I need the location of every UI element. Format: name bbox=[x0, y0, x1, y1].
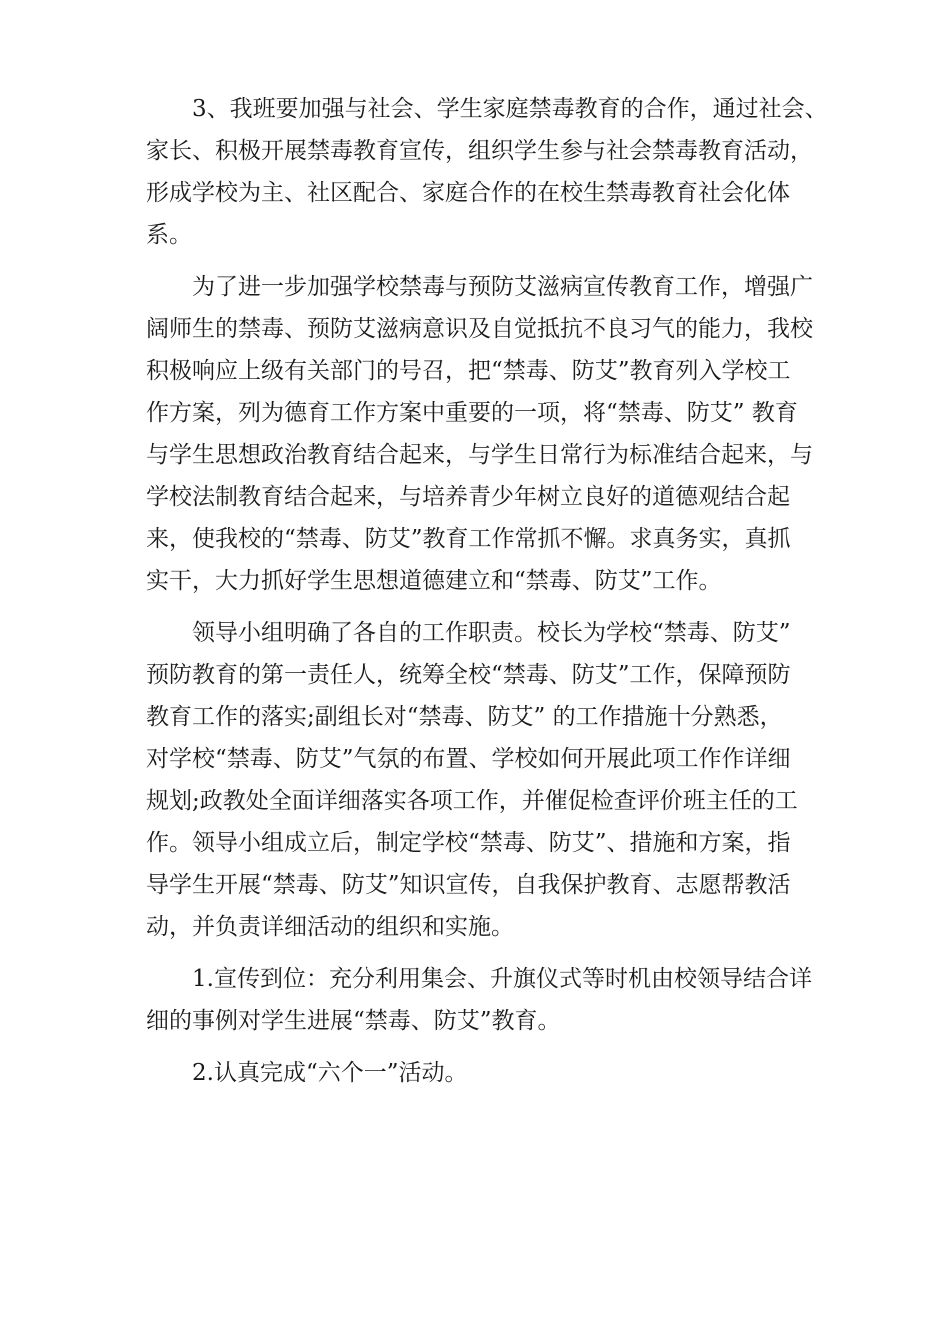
paragraph-school-education bbox=[146, 266, 813, 602]
text-line: 积极响应上级有关部门的号召，把“禁毒、防艾”教育列入学校工 bbox=[146, 358, 791, 384]
paragraph-item-1 bbox=[146, 958, 812, 1042]
text-line: 实干，大力抓好学生思想道德建立和“禁毒、防艾”工作。 bbox=[146, 568, 722, 594]
text-line: 作方案，列为德育工作方案中重要的一项，将“禁毒、防艾” 教育 bbox=[146, 400, 798, 426]
text-line: 2.认真完成“六个一”活动。 bbox=[192, 1060, 468, 1086]
text-line: 预防教育的第一责任人，统筹全校“禁毒、防艾”工作，保障预防 bbox=[146, 662, 791, 688]
text-line: 细的事例对学生进展“禁毒、防艾”教育。 bbox=[146, 1008, 561, 1034]
paragraph-item-2 bbox=[146, 1052, 806, 1094]
text-line: 为了进一步加强学校禁毒与预防艾滋病宣传教育工作，增强广 bbox=[192, 274, 813, 300]
paragraph-leadership-duties bbox=[146, 612, 806, 948]
text-line: 教育工作的落实;副组长对“禁毒、防艾” 的工作措施十分熟悉， bbox=[146, 704, 783, 730]
text-line: 3、我班要加强与社会、学生家庭禁毒教育的合作，通过社会、 bbox=[192, 96, 828, 122]
paragraph-class-cooperation bbox=[146, 88, 828, 256]
text-line: 对学校“禁毒、防艾”气氛的布置、学校如何开展此项工作作详细 bbox=[146, 746, 791, 772]
text-line: 动，并负责详细活动的组织和实施。 bbox=[146, 914, 514, 940]
text-line: 作。领导小组成立后，制定学校“禁毒、防艾”、措施和方案，指 bbox=[146, 830, 791, 856]
text-line: 系。 bbox=[146, 222, 192, 248]
text-line: 来，使我校的“禁毒、防艾”教育工作常抓不懈。求真务实，真抓 bbox=[146, 526, 791, 552]
text-line: 形成学校为主、社区配合、家庭合作的在校生禁毒教育社会化体 bbox=[146, 180, 790, 206]
text-line: 导学生开展“禁毒、防艾”知识宣传，自我保护教育、志愿帮教活 bbox=[146, 872, 791, 898]
text-line: 领导小组明确了各自的工作职责。校长为学校“禁毒、防艾” bbox=[192, 620, 791, 646]
text-line: 学校法制教育结合起来，与培养青少年树立良好的道德观结合起 bbox=[146, 484, 790, 510]
text-line: 家长、积极开展禁毒教育宣传，组织学生参与社会禁毒教育活动， bbox=[146, 138, 813, 164]
text-line: 1.宣传到位：充分利用集会、升旗仪式等时机由校领导结合详 bbox=[192, 966, 812, 992]
text-line: 阔师生的禁毒、预防艾滋病意识及自觉抵抗不良习气的能力，我校 bbox=[146, 316, 813, 342]
text-line: 规划;政教处全面详细落实各项工作，并催促检查评价班主任的工 bbox=[146, 788, 798, 814]
text-line: 与学生思想政治教育结合起来，与学生日常行为标准结合起来，与 bbox=[146, 442, 813, 468]
document-body bbox=[146, 88, 828, 1094]
